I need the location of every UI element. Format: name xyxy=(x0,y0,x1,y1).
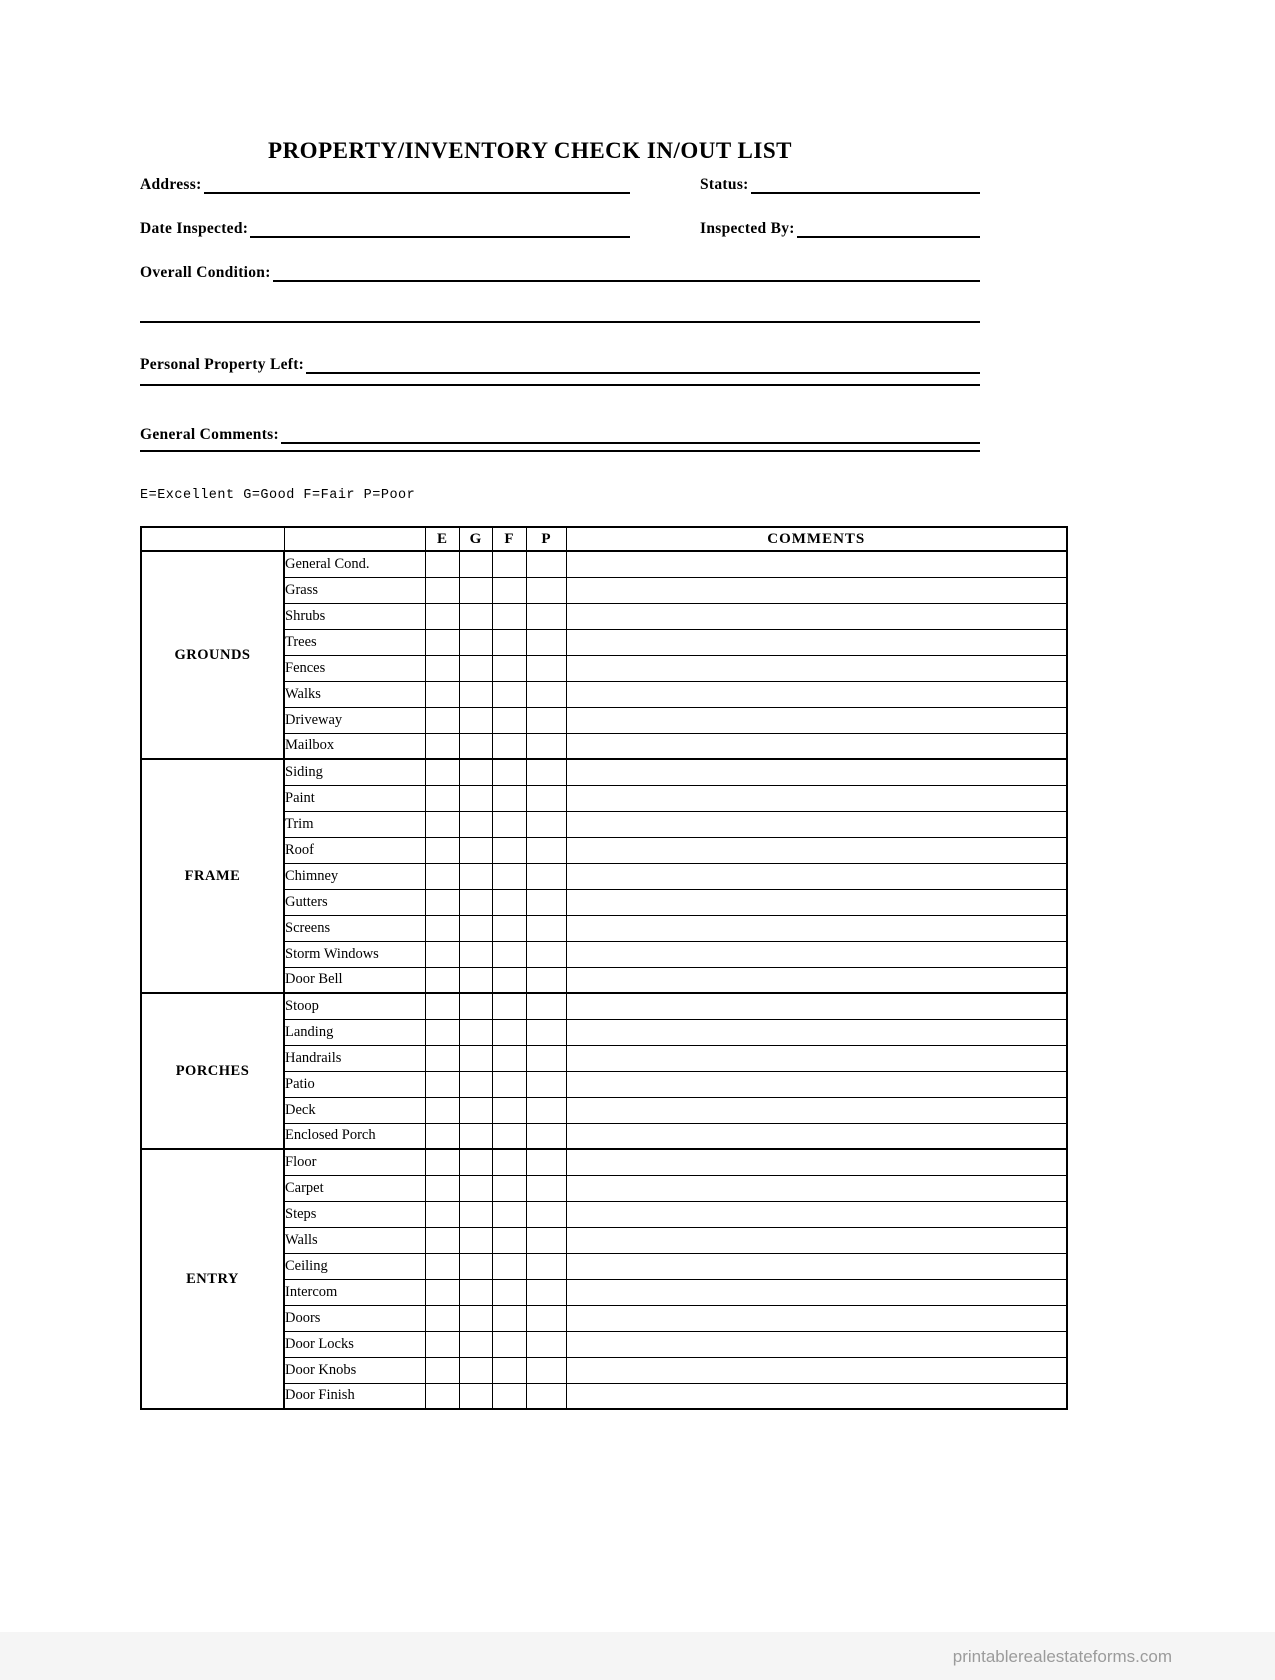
rating-cell-p xyxy=(526,1123,566,1149)
rating-cell-f xyxy=(492,577,526,603)
rating-cell-e xyxy=(425,1123,459,1149)
rating-cell-p xyxy=(526,1019,566,1045)
page-title: PROPERTY/INVENTORY CHECK IN/OUT LIST xyxy=(268,138,792,163)
rating-legend: E=Excellent G=Good F=Fair P=Poor xyxy=(140,488,416,503)
rating-cell-g xyxy=(459,655,492,681)
item-label: Steps xyxy=(284,1201,425,1227)
date-inspected-label: Date Inspected: xyxy=(140,220,249,237)
rating-cell-f xyxy=(492,733,526,759)
rating-cell-f xyxy=(492,863,526,889)
rating-cell-e xyxy=(425,707,459,733)
rating-cell-g xyxy=(459,889,492,915)
rating-cell-g xyxy=(459,1071,492,1097)
rating-cell-e xyxy=(425,993,459,1019)
rating-cell-g xyxy=(459,1149,492,1175)
comment-cell xyxy=(566,551,1067,577)
item-label: Paint xyxy=(284,785,425,811)
status-field xyxy=(700,172,980,194)
rating-cell-p xyxy=(526,915,566,941)
rating-cell-e xyxy=(425,577,459,603)
general-comments-input-line xyxy=(281,442,980,444)
item-label: Door Finish xyxy=(284,1383,425,1409)
rating-cell-e xyxy=(425,1253,459,1279)
item-label: Deck xyxy=(284,1097,425,1123)
comment-cell xyxy=(566,837,1067,863)
item-label: Stoop xyxy=(284,993,425,1019)
rating-cell-e xyxy=(425,551,459,577)
rating-cell-f xyxy=(492,889,526,915)
rating-cell-g xyxy=(459,759,492,785)
section-label-frame: FRAME xyxy=(141,759,284,993)
rating-cell-p xyxy=(526,1097,566,1123)
rating-cell-e xyxy=(425,603,459,629)
inventory-checklist-table xyxy=(140,526,1068,1410)
comment-cell xyxy=(566,993,1067,1019)
status-input-line xyxy=(751,192,980,194)
rating-cell-f xyxy=(492,707,526,733)
rating-cell-g xyxy=(459,1383,492,1409)
rating-cell-e xyxy=(425,759,459,785)
comment-cell xyxy=(566,889,1067,915)
rating-cell-f xyxy=(492,811,526,837)
rating-cell-e xyxy=(425,1045,459,1071)
rating-cell-p xyxy=(526,1201,566,1227)
rating-cell-f xyxy=(492,1357,526,1383)
comment-cell xyxy=(566,1045,1067,1071)
item-label: Door Knobs xyxy=(284,1357,425,1383)
inspected-by-label: Inspected By: xyxy=(700,220,795,237)
rating-cell-p xyxy=(526,1071,566,1097)
rating-cell-p xyxy=(526,1279,566,1305)
date-inspected-field xyxy=(140,216,630,238)
item-label: Gutters xyxy=(284,889,425,915)
rating-cell-f xyxy=(492,785,526,811)
rating-cell-g xyxy=(459,785,492,811)
rating-cell-g xyxy=(459,1279,492,1305)
overall-condition-input-line xyxy=(273,280,980,282)
personal-property-label: Personal Property Left: xyxy=(140,356,305,373)
date-inspected-input-line xyxy=(250,236,630,238)
rating-cell-g xyxy=(459,733,492,759)
rating-cell-p xyxy=(526,1175,566,1201)
rating-cell-e xyxy=(425,1175,459,1201)
rating-cell-p xyxy=(526,785,566,811)
header-fair: F xyxy=(492,527,526,551)
comment-cell xyxy=(566,1227,1067,1253)
comment-cell xyxy=(566,811,1067,837)
rating-cell-g xyxy=(459,1045,492,1071)
rating-cell-f xyxy=(492,967,526,993)
rating-cell-e xyxy=(425,1201,459,1227)
rating-cell-p xyxy=(526,1149,566,1175)
rating-cell-f xyxy=(492,941,526,967)
rating-cell-g xyxy=(459,1019,492,1045)
item-label: Floor xyxy=(284,1149,425,1175)
rating-cell-g xyxy=(459,1253,492,1279)
item-label: Doors xyxy=(284,1305,425,1331)
rating-cell-f xyxy=(492,629,526,655)
comment-cell xyxy=(566,1175,1067,1201)
rating-cell-g xyxy=(459,1357,492,1383)
comment-cell xyxy=(566,915,1067,941)
rating-cell-p xyxy=(526,707,566,733)
rating-cell-g xyxy=(459,629,492,655)
checklist-header-row xyxy=(141,527,1067,551)
rating-cell-f xyxy=(492,1123,526,1149)
rating-cell-f xyxy=(492,1227,526,1253)
checklist-row xyxy=(141,759,1067,785)
item-label: Ceiling xyxy=(284,1253,425,1279)
item-label: Walls xyxy=(284,1227,425,1253)
rating-cell-p xyxy=(526,1383,566,1409)
rating-cell-e xyxy=(425,889,459,915)
rating-cell-p xyxy=(526,1357,566,1383)
rating-cell-f xyxy=(492,1305,526,1331)
comment-cell xyxy=(566,941,1067,967)
overall-condition-field xyxy=(140,260,980,282)
rating-cell-e xyxy=(425,629,459,655)
rating-cell-p xyxy=(526,1305,566,1331)
rating-cell-f xyxy=(492,1383,526,1409)
item-label: Chimney xyxy=(284,863,425,889)
general-comments-field xyxy=(140,422,980,444)
rating-cell-p xyxy=(526,941,566,967)
rating-cell-f xyxy=(492,915,526,941)
rating-cell-p xyxy=(526,759,566,785)
personal-property-field xyxy=(140,352,980,374)
general-comments-continuation-line xyxy=(140,450,980,452)
comment-cell xyxy=(566,1123,1067,1149)
rating-cell-g xyxy=(459,993,492,1019)
rating-cell-f xyxy=(492,551,526,577)
checklist-row xyxy=(141,1149,1067,1175)
rating-cell-e xyxy=(425,1227,459,1253)
rating-cell-e xyxy=(425,811,459,837)
item-label: General Cond. xyxy=(284,551,425,577)
rating-cell-g xyxy=(459,603,492,629)
rating-cell-f xyxy=(492,1331,526,1357)
overall-condition-label: Overall Condition: xyxy=(140,264,271,281)
rating-cell-e xyxy=(425,1019,459,1045)
rating-cell-f xyxy=(492,1175,526,1201)
comment-cell xyxy=(566,1331,1067,1357)
inspected-by-field xyxy=(700,216,980,238)
rating-cell-f xyxy=(492,993,526,1019)
rating-cell-e xyxy=(425,681,459,707)
header-good: G xyxy=(459,527,492,551)
rating-cell-p xyxy=(526,993,566,1019)
comment-cell xyxy=(566,1201,1067,1227)
rating-cell-g xyxy=(459,707,492,733)
comment-cell xyxy=(566,681,1067,707)
rating-cell-e xyxy=(425,1149,459,1175)
rating-cell-g xyxy=(459,1097,492,1123)
comment-cell xyxy=(566,863,1067,889)
item-label: Patio xyxy=(284,1071,425,1097)
item-label: Intercom xyxy=(284,1279,425,1305)
rating-cell-e xyxy=(425,1305,459,1331)
rating-cell-e xyxy=(425,785,459,811)
item-label: Shrubs xyxy=(284,603,425,629)
rating-cell-e xyxy=(425,1097,459,1123)
item-label: Trim xyxy=(284,811,425,837)
rating-cell-f xyxy=(492,681,526,707)
item-label: Grass xyxy=(284,577,425,603)
address-field xyxy=(140,172,630,194)
rating-cell-e xyxy=(425,967,459,993)
rating-cell-g xyxy=(459,1331,492,1357)
rating-cell-p xyxy=(526,681,566,707)
rating-cell-g xyxy=(459,1175,492,1201)
rating-cell-p xyxy=(526,889,566,915)
rating-cell-p xyxy=(526,1227,566,1253)
comment-cell xyxy=(566,1279,1067,1305)
footer-watermark: printablerealestateforms.com xyxy=(952,1647,1172,1666)
item-label: Roof xyxy=(284,837,425,863)
comment-cell xyxy=(566,1097,1067,1123)
overall-condition-continuation-line xyxy=(140,321,980,323)
address-input-line xyxy=(204,192,630,194)
rating-cell-p xyxy=(526,967,566,993)
comment-cell xyxy=(566,577,1067,603)
header-blank-section-cell xyxy=(141,527,284,551)
rating-cell-p xyxy=(526,577,566,603)
comment-cell xyxy=(566,1305,1067,1331)
rating-cell-f xyxy=(492,655,526,681)
rating-cell-e xyxy=(425,915,459,941)
section-label-grounds: GROUNDS xyxy=(141,551,284,759)
rating-cell-p xyxy=(526,551,566,577)
rating-cell-f xyxy=(492,1071,526,1097)
rating-cell-f xyxy=(492,759,526,785)
rating-cell-g xyxy=(459,551,492,577)
rating-cell-f xyxy=(492,1253,526,1279)
section-label-porches: PORCHES xyxy=(141,993,284,1149)
item-label: Mailbox xyxy=(284,733,425,759)
rating-cell-f xyxy=(492,1149,526,1175)
rating-cell-e xyxy=(425,863,459,889)
item-label: Fences xyxy=(284,655,425,681)
rating-cell-p xyxy=(526,655,566,681)
status-label: Status: xyxy=(700,176,749,193)
comment-cell xyxy=(566,1019,1067,1045)
comment-cell xyxy=(566,785,1067,811)
rating-cell-g xyxy=(459,837,492,863)
rating-cell-p xyxy=(526,811,566,837)
rating-cell-e xyxy=(425,1357,459,1383)
rating-cell-e xyxy=(425,1383,459,1409)
rating-cell-p xyxy=(526,1045,566,1071)
comment-cell xyxy=(566,1149,1067,1175)
comment-cell xyxy=(566,1253,1067,1279)
comment-cell xyxy=(566,733,1067,759)
rating-cell-g xyxy=(459,1123,492,1149)
rating-cell-p xyxy=(526,1253,566,1279)
comment-cell xyxy=(566,967,1067,993)
rating-cell-p xyxy=(526,1331,566,1357)
rating-cell-p xyxy=(526,629,566,655)
comment-cell xyxy=(566,1357,1067,1383)
item-label: Driveway xyxy=(284,707,425,733)
rating-cell-f xyxy=(492,603,526,629)
section-label-entry: ENTRY xyxy=(141,1149,284,1409)
rating-cell-g xyxy=(459,915,492,941)
rating-cell-f xyxy=(492,1045,526,1071)
rating-cell-e xyxy=(425,1331,459,1357)
item-label: Enclosed Porch xyxy=(284,1123,425,1149)
inspected-by-input-line xyxy=(797,236,980,238)
rating-cell-f xyxy=(492,1201,526,1227)
address-label: Address: xyxy=(140,176,202,193)
item-label: Walks xyxy=(284,681,425,707)
rating-cell-e xyxy=(425,733,459,759)
comment-cell xyxy=(566,603,1067,629)
rating-cell-f xyxy=(492,1279,526,1305)
item-label: Door Bell xyxy=(284,967,425,993)
rating-cell-g xyxy=(459,1305,492,1331)
rating-cell-f xyxy=(492,1097,526,1123)
comment-cell xyxy=(566,759,1067,785)
comment-cell xyxy=(566,629,1067,655)
rating-cell-g xyxy=(459,811,492,837)
rating-cell-e xyxy=(425,655,459,681)
rating-cell-g xyxy=(459,1227,492,1253)
item-label: Handrails xyxy=(284,1045,425,1071)
rating-cell-g xyxy=(459,967,492,993)
item-label: Trees xyxy=(284,629,425,655)
item-label: Landing xyxy=(284,1019,425,1045)
checklist-row xyxy=(141,551,1067,577)
rating-cell-p xyxy=(526,603,566,629)
item-label: Storm Windows xyxy=(284,941,425,967)
rating-cell-e xyxy=(425,941,459,967)
rating-cell-g xyxy=(459,1201,492,1227)
rating-cell-p xyxy=(526,863,566,889)
rating-cell-g xyxy=(459,941,492,967)
rating-cell-e xyxy=(425,1071,459,1097)
rating-cell-p xyxy=(526,733,566,759)
rating-cell-f xyxy=(492,837,526,863)
comment-cell xyxy=(566,1071,1067,1097)
item-label: Door Locks xyxy=(284,1331,425,1357)
header-blank-item-cell xyxy=(284,527,425,551)
header-comments: COMMENTS xyxy=(566,527,1067,551)
comment-cell xyxy=(566,1383,1067,1409)
checklist-row xyxy=(141,993,1067,1019)
header-excellent: E xyxy=(425,527,459,551)
comment-cell xyxy=(566,707,1067,733)
personal-property-input-line xyxy=(306,372,980,374)
rating-cell-e xyxy=(425,1279,459,1305)
item-label: Screens xyxy=(284,915,425,941)
rating-cell-p xyxy=(526,837,566,863)
rating-cell-e xyxy=(425,837,459,863)
general-comments-label: General Comments: xyxy=(140,426,279,443)
personal-property-continuation-line xyxy=(140,384,980,386)
item-label: Siding xyxy=(284,759,425,785)
header-poor: P xyxy=(526,527,566,551)
rating-cell-g xyxy=(459,863,492,889)
comment-cell xyxy=(566,655,1067,681)
rating-cell-g xyxy=(459,577,492,603)
rating-cell-g xyxy=(459,681,492,707)
item-label: Carpet xyxy=(284,1175,425,1201)
rating-cell-f xyxy=(492,1019,526,1045)
